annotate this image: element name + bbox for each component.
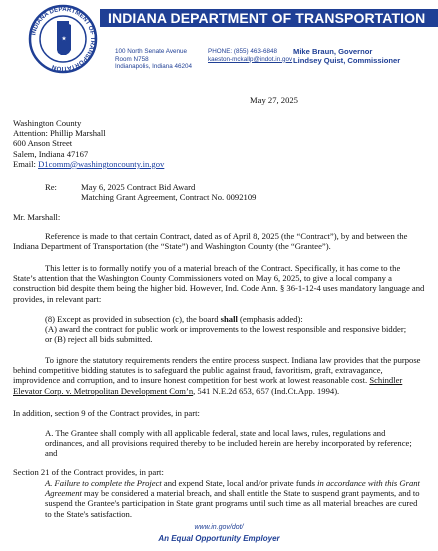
statute-quote-emphasis: shall (220, 314, 238, 324)
recipient-email-link[interactable]: D1comm@washingtoncounty.in.gov (38, 158, 165, 169)
re-line-2: Matching Grant Agreement, Contract No. 0092109 (81, 192, 257, 203)
section-21-mid: and expend State, local and/or private funds (161, 478, 318, 488)
statute-quote-a-post: (emphasis added): (240, 314, 303, 324)
paragraph-breach-notice: This letter is to formally notify you of a material breach of the Contract. Specifically, it has come to the State’s attention that the Washington County Commissioners voted on May 6, 2025, to give a local company a construction bid despite them being the higher bid. However, Ind. Code Ann. § 36-1-12-4 uses mandatory language and provides, in relevant part: (13, 263, 425, 304)
address-line-3: Indianapolis, Indiana 46204 (115, 63, 193, 71)
statute-quote-line-b: (A) award the contract for public work or improvements to the lowest responsible and responsive bidder; or (B) reject all bids submitted. (45, 324, 407, 345)
recipient-email-line (13, 159, 164, 169)
governor: Mike Braun, Governor (293, 47, 373, 56)
svg-text:INDIANA DEPARTMENT OF TRANSPOR: INDIANA DEPARTMENT OF TRANSPORTATION (30, 5, 97, 73)
address-line-2: Room N758 (115, 55, 149, 63)
letter-date: May 27, 2025 (250, 95, 298, 105)
statute-quote-a-pre: (8) Except as provided in subsection (c), the board (45, 314, 219, 324)
commissioner: Lindsey Quist, Commissioner (293, 56, 401, 66)
recipient-block (13, 118, 164, 169)
case-citation-link[interactable]: Schindler Elevator Corp. v. Metropolitan Development Com’n (13, 375, 403, 396)
recipient-city: Salem, Indiana 47167 (13, 148, 89, 159)
re-subject (81, 182, 256, 202)
leadership (293, 47, 400, 65)
svg-text:★: ★ (61, 36, 67, 42)
indot-seal (28, 4, 98, 74)
statute-quote (45, 314, 425, 345)
salutation: Mr. Marshall: (13, 212, 61, 222)
paragraph-reference: Reference is made to that certain Contract, dated as of April 8, 2025 (the “Contract”), by and between the Indiana Department of Transportation (the “State”) and Washington County (the “Grantee”). (13, 231, 408, 252)
recipient-email-label: Email: (13, 158, 36, 169)
paragraph-competitive-bidding (13, 355, 425, 396)
agency-address (115, 48, 192, 71)
section-21-italic-2: in accordance with this Grant Agreement (45, 478, 420, 499)
recipient-name: Washington County (13, 118, 82, 128)
agency-phone: PHONE: (855) 463-6848 (208, 48, 277, 55)
agency-contact (208, 48, 292, 63)
recipient-attention: Attention: Phillip Marshall (13, 128, 106, 139)
agency-email[interactable]: kaeston-mckallp@indot.in.gov (208, 55, 293, 63)
address-line-1: 100 North Senate Avenue (115, 48, 188, 55)
recipient-street: 600 Anson Street (13, 138, 73, 149)
competitive-bidding-text: To ignore the statutory requirements renders the entire process suspect. Indiana law provides that the purpose behind competitive bidding statutes is to safeguard the public against fraud, favoritism, graft, extravagance, improvidence and corruption, and to insure honest competition for best work at lowest reasonable cost. (13, 355, 421, 386)
section-21-italic-1: A. Failure to complete the Project (45, 478, 162, 488)
re-label: Re: (45, 182, 57, 192)
section-21-quote (45, 478, 425, 519)
section-21-rest: may be considered a material breach, and shall entitle the State to suspend grant payments, and to suspend the Grantee's participation in State grant programs until such time as all material breaches are cured to the State's satisfaction. (45, 488, 420, 519)
footer-url[interactable]: www.in.gov/dot/ (194, 524, 244, 531)
paragraph-section-21-intro: Section 21 of the Contract provides, in part: (13, 467, 164, 477)
re-line-1: May 6, 2025 Contract Bid Award (81, 182, 196, 192)
section-9-quote: A. The Grantee shall comply with all applicable federal, state and local laws, rules, regulations and ordinances, and all provisions required thereby to be included herein are hereby incorporated by reference; and (45, 428, 412, 459)
footer-tagline: An Equal Opportunity Employer (158, 534, 280, 543)
statute-quote-line-a (45, 314, 425, 324)
paragraph-section-9-intro: In addition, section 9 of the Contract provides, in part: (13, 408, 200, 418)
case-citation-reporter: , 541 N.E.2d 653, 657 (Ind.Ct.App. 1994). (193, 385, 340, 396)
agency-banner-title: INDIANA DEPARTMENT OF TRANSPORTATION (100, 9, 438, 27)
